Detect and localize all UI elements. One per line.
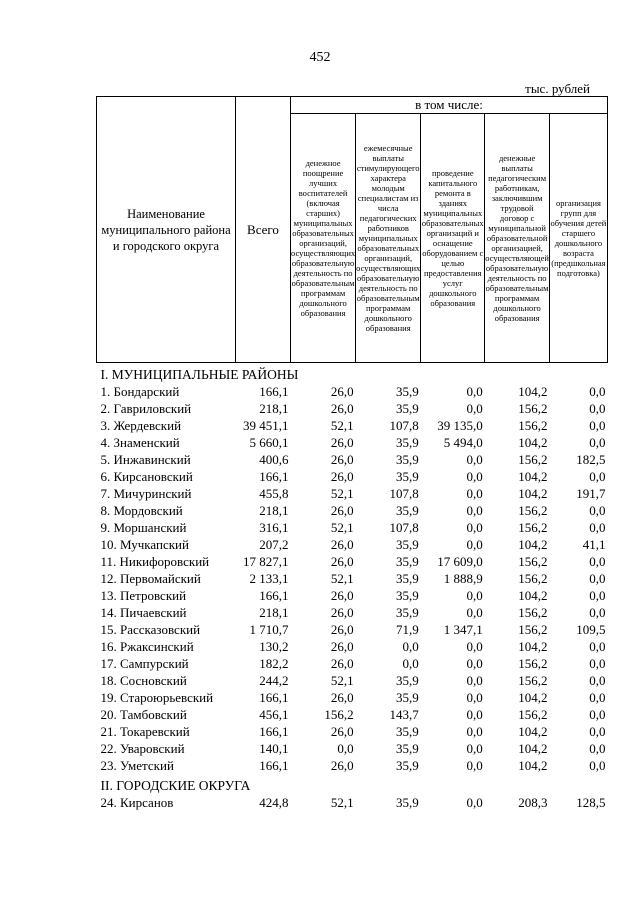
cell-c3: 0,0 xyxy=(466,486,483,501)
cell-total: 17 827,1 xyxy=(243,554,289,569)
cell-total: 166,1 xyxy=(259,384,289,399)
row-name: 19. Староюрьевский xyxy=(100,690,214,705)
cell-c1: 26,0 xyxy=(330,656,354,671)
table-row xyxy=(97,468,608,485)
cell-c1: 26,0 xyxy=(330,537,354,552)
row-name: 1. Бондарский xyxy=(100,384,180,399)
cell-c3: 17 609,0 xyxy=(437,554,483,569)
cell-c3: 0,0 xyxy=(466,605,483,620)
row-name: 12. Первомайский xyxy=(100,571,201,586)
section-row xyxy=(97,363,608,384)
cell-c3: 0,0 xyxy=(466,452,483,467)
cell-c4: 104,2 xyxy=(518,741,548,756)
cell-c1: 26,0 xyxy=(330,605,354,620)
cell-c1: 26,0 xyxy=(330,758,354,773)
section-row xyxy=(97,774,608,794)
header-col-contract-payments: денежные выплаты педагогическим работникам, заключившим трудовой договор с муниципальной образовательной организацией, осуществляющей образовательную деятельность по образовательным программам дошкольного образования xyxy=(485,114,550,363)
row-name: 20. Тамбовский xyxy=(100,707,187,722)
cell-c2: 143,7 xyxy=(389,707,419,722)
cell-total: 455,8 xyxy=(259,486,289,501)
section-title: I. МУНИЦИПАЛЬНЫЕ РАЙОНЫ xyxy=(100,367,299,382)
table-row xyxy=(97,434,608,451)
cell-c1: 26,0 xyxy=(330,724,354,739)
cell-c5: 0,0 xyxy=(589,673,606,688)
cell-c4: 104,2 xyxy=(518,758,548,773)
table-row xyxy=(97,485,608,502)
cell-c4: 156,2 xyxy=(518,452,548,467)
cell-c2: 0,0 xyxy=(402,639,419,654)
cell-c4: 104,2 xyxy=(518,469,548,484)
row-name: 5. Инжавинский xyxy=(100,452,191,467)
table-row xyxy=(97,536,608,553)
cell-c5: 0,0 xyxy=(589,503,606,518)
cell-total: 182,2 xyxy=(259,656,289,671)
cell-c4: 156,2 xyxy=(518,707,548,722)
table-row xyxy=(97,757,608,774)
cell-total: 166,1 xyxy=(259,588,289,603)
cell-c1: 26,0 xyxy=(330,435,354,450)
cell-c2: 35,9 xyxy=(396,673,419,688)
cell-c2: 35,9 xyxy=(396,469,419,484)
cell-c4: 156,2 xyxy=(518,605,548,620)
table-row xyxy=(97,400,608,417)
cell-c5: 191,7 xyxy=(576,486,606,501)
cell-c1: 26,0 xyxy=(330,622,354,637)
cell-c1: 156,2 xyxy=(324,707,354,722)
cell-c4: 104,2 xyxy=(518,690,548,705)
row-name: 18. Сосновский xyxy=(100,673,187,688)
cell-c4: 104,2 xyxy=(518,639,548,654)
cell-c1: 26,0 xyxy=(330,469,354,484)
cell-c3: 0,0 xyxy=(466,639,483,654)
cell-c2: 35,9 xyxy=(396,384,419,399)
table-row xyxy=(97,794,608,811)
cell-c2: 0,0 xyxy=(402,656,419,671)
cell-c1: 26,0 xyxy=(330,554,354,569)
table-row xyxy=(97,587,608,604)
cell-c2: 35,9 xyxy=(396,605,419,620)
header-col-capital-repair: проведение капитального ремонта в зданиях муниципальных образовательных организаций и оснащение оборудованием с целью предоставления услуг дошкольного образования xyxy=(421,114,485,363)
cell-total: 130,2 xyxy=(259,639,289,654)
row-name: 6. Кирсановский xyxy=(100,469,193,484)
row-name: 8. Мордовский xyxy=(100,503,183,518)
cell-c3: 5 494,0 xyxy=(443,435,483,450)
cell-total: 166,1 xyxy=(259,469,289,484)
cell-c4: 156,2 xyxy=(518,520,548,535)
cell-c2: 107,8 xyxy=(389,520,419,535)
cell-c4: 156,2 xyxy=(518,571,548,586)
cell-c3: 0,0 xyxy=(466,724,483,739)
cell-c5: 0,0 xyxy=(589,418,606,433)
cell-c2: 35,9 xyxy=(396,741,419,756)
table-body xyxy=(97,363,608,812)
cell-total: 244,2 xyxy=(259,673,289,688)
table-row xyxy=(97,417,608,434)
row-name: 9. Моршанский xyxy=(100,520,187,535)
cell-c3: 0,0 xyxy=(466,656,483,671)
cell-total: 166,1 xyxy=(259,758,289,773)
cell-c5: 0,0 xyxy=(589,724,606,739)
cell-c2: 107,8 xyxy=(389,418,419,433)
cell-total: 2 133,1 xyxy=(249,571,289,586)
cell-c4: 156,2 xyxy=(518,503,548,518)
cell-c3: 0,0 xyxy=(466,503,483,518)
cell-c1: 0,0 xyxy=(337,741,354,756)
row-name: 16. Ржаксинский xyxy=(100,639,194,654)
cell-total: 218,1 xyxy=(259,605,289,620)
cell-c5: 0,0 xyxy=(589,520,606,535)
cell-c2: 35,9 xyxy=(396,435,419,450)
table-row xyxy=(97,383,608,400)
cell-total: 140,1 xyxy=(259,741,289,756)
cell-c5: 0,0 xyxy=(589,758,606,773)
table-row xyxy=(97,604,608,621)
cell-c4: 156,2 xyxy=(518,622,548,637)
cell-c5: 0,0 xyxy=(589,435,606,450)
header-col-best-teachers: денежное поощрение лучших воспитателей (включая старших) муниципальных образовательных организаций, осуществляющих образовательную деятельность по образовательным программам дошкольного образования xyxy=(291,114,356,363)
cell-c3: 0,0 xyxy=(466,401,483,416)
cell-c1: 26,0 xyxy=(330,384,354,399)
row-name: 17. Сампурский xyxy=(100,656,189,671)
table-row xyxy=(97,570,608,587)
row-name: 22. Уваровский xyxy=(100,741,185,756)
cell-c3: 0,0 xyxy=(466,707,483,722)
cell-c4: 156,2 xyxy=(518,401,548,416)
cell-c3: 0,0 xyxy=(466,741,483,756)
cell-c3: 1 888,9 xyxy=(443,571,483,586)
cell-c1: 26,0 xyxy=(330,503,354,518)
cell-c5: 109,5 xyxy=(576,622,606,637)
cell-c2: 71,9 xyxy=(396,622,419,637)
cell-c1: 26,0 xyxy=(330,690,354,705)
table-row xyxy=(97,519,608,536)
cell-c4: 104,2 xyxy=(518,724,548,739)
cell-c1: 26,0 xyxy=(330,639,354,654)
cell-c4: 156,2 xyxy=(518,673,548,688)
cell-total: 39 451,1 xyxy=(243,418,289,433)
cell-c4: 104,2 xyxy=(518,486,548,501)
cell-c5: 0,0 xyxy=(589,401,606,416)
row-name: 4. Знаменский xyxy=(100,435,180,450)
row-name: 3. Жердевский xyxy=(100,418,182,433)
cell-total: 316,1 xyxy=(259,520,289,535)
cell-c3: 0,0 xyxy=(466,520,483,535)
cell-c2: 35,9 xyxy=(396,401,419,416)
row-name: 7. Мичуринский xyxy=(100,486,192,501)
table-row xyxy=(97,689,608,706)
cell-c3: 0,0 xyxy=(466,795,483,810)
table-row xyxy=(97,740,608,757)
cell-c5: 0,0 xyxy=(589,656,606,671)
row-name: 2. Гавриловский xyxy=(100,401,192,416)
cell-c2: 35,9 xyxy=(396,503,419,518)
cell-c4: 104,2 xyxy=(518,588,548,603)
cell-c3: 0,0 xyxy=(466,758,483,773)
table-row xyxy=(97,621,608,638)
cell-c2: 35,9 xyxy=(396,690,419,705)
cell-c4: 156,2 xyxy=(518,656,548,671)
cell-c5: 0,0 xyxy=(589,384,606,399)
cell-c5: 41,1 xyxy=(582,537,606,552)
cell-c1: 52,1 xyxy=(330,673,354,688)
cell-c3: 0,0 xyxy=(466,690,483,705)
units-label: тыс. рублей xyxy=(525,81,590,96)
row-name: 23. Уметский xyxy=(100,758,174,773)
header-col-preschool-groups: организация групп для обучения детей старшего дошкольного возраста (предшкольная подготовка) xyxy=(549,114,607,363)
cell-c5: 0,0 xyxy=(589,690,606,705)
cell-c5: 0,0 xyxy=(589,469,606,484)
table-row xyxy=(97,638,608,655)
table-row xyxy=(97,502,608,519)
cell-c1: 52,1 xyxy=(330,520,354,535)
cell-c1: 26,0 xyxy=(330,401,354,416)
cell-c5: 128,5 xyxy=(576,795,606,810)
cell-c1: 52,1 xyxy=(330,571,354,586)
cell-c5: 0,0 xyxy=(589,571,606,586)
row-name: 10. Мучкапский xyxy=(100,537,189,552)
row-name: 24. Кирсанов xyxy=(100,795,174,810)
row-name: 13. Петровский xyxy=(100,588,187,603)
header-including: в том числе: xyxy=(291,97,608,114)
cell-c1: 52,1 xyxy=(330,486,354,501)
cell-c2: 107,8 xyxy=(389,486,419,501)
header-total: Всего xyxy=(236,97,291,363)
cell-c2: 35,9 xyxy=(396,537,419,552)
cell-total: 218,1 xyxy=(259,503,289,518)
cell-c5: 0,0 xyxy=(589,605,606,620)
cell-c5: 0,0 xyxy=(589,554,606,569)
cell-c3: 39 135,0 xyxy=(437,418,483,433)
header-col-young-specialists: ежемесячные выплаты стимулирующего характера молодым специалистам из числа педагогических работников муниципальных образовательных организаций, осуществляющих образовательную деятельность по образовательным программам дошкольного образования xyxy=(356,114,421,363)
row-name: 21. Токаревский xyxy=(100,724,190,739)
cell-c3: 0,0 xyxy=(466,469,483,484)
cell-c1: 52,1 xyxy=(330,795,354,810)
cell-total: 218,1 xyxy=(259,401,289,416)
cell-c1: 26,0 xyxy=(330,452,354,467)
cell-total: 166,1 xyxy=(259,690,289,705)
cell-total: 166,1 xyxy=(259,724,289,739)
cell-c2: 35,9 xyxy=(396,588,419,603)
cell-c4: 104,2 xyxy=(518,537,548,552)
table-row xyxy=(97,706,608,723)
section-title: II. ГОРОДСКИЕ ОКРУГА xyxy=(100,778,251,793)
cell-c4: 208,3 xyxy=(518,795,548,810)
row-name: 14. Пичаевский xyxy=(100,605,187,620)
cell-c2: 35,9 xyxy=(396,571,419,586)
cell-c4: 156,2 xyxy=(518,418,548,433)
cell-c5: 0,0 xyxy=(589,741,606,756)
table-row xyxy=(97,451,608,468)
cell-c2: 35,9 xyxy=(396,795,419,810)
cell-c5: 182,5 xyxy=(576,452,606,467)
cell-c1: 52,1 xyxy=(330,418,354,433)
row-name: 11. Никифоровский xyxy=(100,554,210,569)
cell-c1: 26,0 xyxy=(330,588,354,603)
cell-c2: 35,9 xyxy=(396,758,419,773)
cell-c4: 156,2 xyxy=(518,554,548,569)
row-name: 15. Рассказовский xyxy=(100,622,201,637)
cell-c3: 0,0 xyxy=(466,384,483,399)
table-row xyxy=(97,553,608,570)
cell-total: 456,1 xyxy=(259,707,289,722)
cell-total: 5 660,1 xyxy=(249,435,289,450)
header-name: Наименование муниципального района и городского округа xyxy=(97,97,236,363)
cell-c4: 104,2 xyxy=(518,384,548,399)
table-row xyxy=(97,672,608,689)
cell-c3: 1 347,1 xyxy=(443,622,483,637)
cell-total: 400,6 xyxy=(259,452,289,467)
cell-c5: 0,0 xyxy=(589,707,606,722)
cell-c2: 35,9 xyxy=(396,554,419,569)
cell-c2: 35,9 xyxy=(396,452,419,467)
cell-c4: 104,2 xyxy=(518,435,548,450)
table-row xyxy=(97,655,608,672)
cell-c3: 0,0 xyxy=(466,673,483,688)
budget-table xyxy=(96,96,608,811)
page-number: 452 xyxy=(309,50,331,65)
cell-c3: 0,0 xyxy=(466,588,483,603)
cell-total: 1 710,7 xyxy=(249,622,289,637)
cell-c5: 0,0 xyxy=(589,588,606,603)
cell-c2: 35,9 xyxy=(396,724,419,739)
cell-total: 424,8 xyxy=(259,795,289,810)
cell-c5: 0,0 xyxy=(589,639,606,654)
cell-c3: 0,0 xyxy=(466,537,483,552)
table-row xyxy=(97,723,608,740)
cell-total: 207,2 xyxy=(259,537,289,552)
